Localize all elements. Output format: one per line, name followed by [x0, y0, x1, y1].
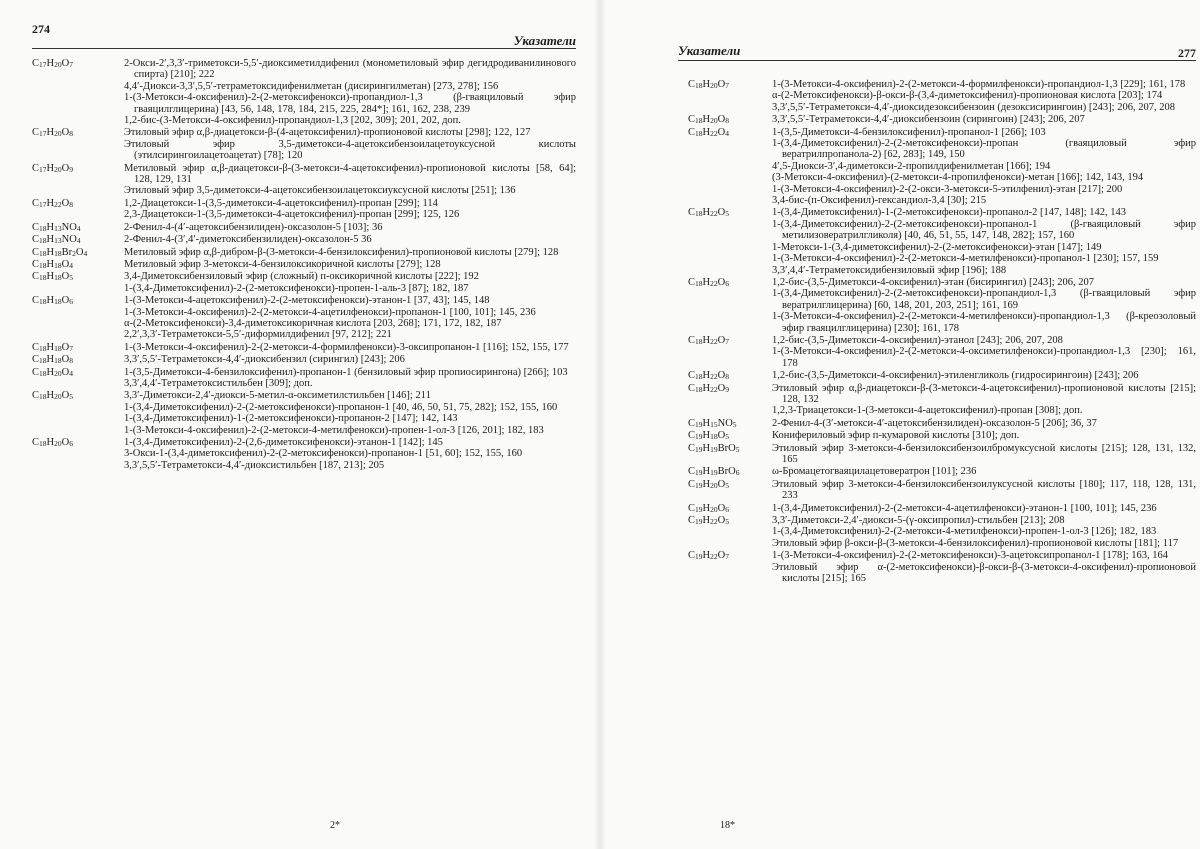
index-entry	[688, 515, 1196, 549]
molecular-formula: $C_{18}H_{22}O_6$	[688, 276, 729, 288]
compound-name: ω-Бромацетогваяцилацетовератрон [101]; 236	[772, 466, 977, 478]
compound-list	[124, 127, 576, 161]
compound-list	[772, 114, 1196, 125]
compound-list	[772, 430, 1196, 441]
compound-name: 1-(3,4-Диметоксифенил)-1-(2-метоксифенокси)-пропанон-2 [147]; 142, 143	[124, 413, 458, 425]
molecular-formula: $C_{19}H_{20}O_5$	[688, 478, 729, 490]
index-entry	[688, 443, 1196, 466]
right-page	[602, 0, 1200, 849]
index-entry	[32, 354, 576, 365]
compound-name: 1,2-Диацетокси-1-(3,5-диметокси-4-ацетоксифенил)-пропан [299]; 114	[124, 197, 438, 209]
index-entry	[688, 114, 1196, 125]
molecular-formula: $C_{18}H_{22}O_7$	[688, 334, 729, 346]
index-entry	[32, 367, 576, 390]
compound-name: 1-(3,4-Диметоксифенил)-2-(2-метоксифенокси)-пропандиол-1,3 (β-гваяциловый эфир вератрилглицерина) [60, 148, 201, 203, 251]; 161, 169	[772, 288, 1196, 311]
molecular-formula: $C_{19}H_{22}O_7$	[688, 550, 729, 562]
index-entry	[688, 479, 1196, 502]
molecular-formula: $C_{19}H_{15}NO_5$	[688, 417, 737, 429]
compound-name: 1-(3-Метокси-4-оксифенил)-2-(2-метокси-4-формилфенокси)-3-оксипропанон-1 [116]; 152, 155, 177	[124, 341, 569, 353]
compound-name: 3,3′,5,5′-Тетраметокси-4,4′-диоксибензоин (сирингоин) [243]; 206, 207	[772, 114, 1085, 126]
index-entry	[32, 58, 576, 126]
compound-list	[124, 295, 576, 341]
molecular-formula: $C_{18}H_{20}O_8$	[688, 114, 729, 126]
compound-name: 1,2,3-Триацетокси-1-(3-метокси-4-ацетоксифенил)-пропан [308]; доп.	[772, 405, 1083, 417]
compound-name: 2-Фенил-4-(3′,4′-диметоксибензилиден)-оксазолон-5 36	[124, 234, 372, 246]
compound-name: Метиловый эфир 3-метокси-4-бензилоксикоричной кислоты [279]; 128	[124, 258, 441, 270]
compound-name: α-(2-Метоксифенокси)-3,4-диметоксикоричная кислота [203, 268]; 171, 172, 182, 187	[124, 317, 502, 329]
compound-list	[124, 342, 576, 353]
compound-name: 2-Фенил-4-(3′-метокси-4′-ацетоксибензилиден)-оксазолон-5 [206]; 36, 37	[772, 417, 1097, 429]
molecular-formula: $C_{19}H_{22}O_5$	[688, 515, 729, 527]
molecular-formula: $C_{18}H_{13}NO_4$	[32, 234, 81, 246]
compound-name: 1-(3-Метокси-4-оксифенил)-2-(2-метоксифенокси)-пропандиол-1,3 (β-гваяциловый эфир гваяцилглицерина) [43, 56, 148, 178, 184, 215, 225, 284*]; 161, 162, 238, 239	[124, 92, 576, 115]
index-entries	[32, 58, 576, 472]
compound-name: 2,3-Диацетокси-1-(3,5-диметокси-4-ацетоксифенил)-пропан [299]; 125, 126	[124, 209, 460, 221]
index-entry	[32, 271, 576, 294]
molecular-formula: $C_{17}H_{20}O_8$	[32, 127, 73, 139]
index-entry	[32, 295, 576, 341]
running-head: Указатели	[513, 33, 576, 48]
compound-list	[124, 390, 576, 436]
index-entry	[688, 370, 1196, 381]
index-entry	[688, 550, 1196, 584]
header-rule	[678, 60, 1196, 61]
compound-list	[124, 234, 576, 245]
compound-name: 3,3′-Диметокси-2,4′-диокси-5-метил-α-оксиметилстильбен [146]; 211	[124, 390, 431, 402]
molecular-formula: $C_{18}H_{18}O_7$	[32, 341, 73, 353]
compound-list	[124, 271, 576, 294]
index-entry	[32, 222, 576, 233]
compound-list	[772, 127, 1196, 207]
compound-name: 3,4-бис-(п-Оксифенил)-гександиол-3,4 [30]; 215	[772, 195, 987, 207]
compound-name: 1-(3,4-Диметоксифенил)-2-(2-метоксифенокси)-пропен-1-аль-3 [87]; 182, 187	[124, 282, 469, 294]
compound-name: 1-(3,4-Диметоксифенил)-1-(2-метоксифенокси)-пропанол-2 [147, 148]; 142, 143	[772, 207, 1127, 219]
left-page	[0, 0, 598, 849]
molecular-formula: $C_{18}H_{13}NO_4$	[32, 221, 81, 233]
compound-name: 1-(3-Метокси-4-оксифенил)-2-(2-метокси-4-метилфенокси)-пропен-1-ол-3 [126, 201]; 182, 183	[124, 424, 544, 436]
compound-name: 1-(3-Метокси-4-оксифенил)-2-(2-метоксифенокси)-3-ацетоксипропанол-1 [178]; 163, 164	[772, 550, 1169, 562]
molecular-formula: $C_{18}H_{18}Br_2O_4$	[32, 246, 88, 258]
compound-list	[772, 479, 1196, 502]
compound-name: (3-Метокси-4-оксифенил)-(2-метокси-4-пропилфенокси)-метан [166]; 142, 143, 194	[772, 172, 1144, 184]
index-entry	[32, 127, 576, 161]
molecular-formula: $C_{18}H_{22}O_9$	[688, 382, 729, 394]
compound-name: Этиловый эфир α-(2-метоксифенокси)-β-окси-β-(3-метокси-4-оксифенил)-пропионовой кислоты [215]; 165	[772, 561, 1196, 585]
compound-name: 1-(3,4-Диметоксифенил)-2-(2-метоксифенокси)-пропанон-1 [40, 46, 50, 51, 75, 282]; 152, 155, 160	[124, 401, 558, 413]
compound-name: 1-Метокси-1-(3,4-диметоксифенил)-2-(2-метоксифенокси)-этан [147]; 149	[772, 241, 1102, 253]
compound-list	[772, 383, 1196, 417]
compound-name: 1,2-бис-(3,5-Диметокси-4-оксифенил)-этан (бисирингил) [243]; 206, 207	[772, 276, 1094, 288]
index-entry	[688, 383, 1196, 417]
molecular-formula: $C_{18}H_{22}O_8$	[688, 370, 729, 382]
compound-name: 1-(3-Метокси-4-оксифенил)-2-(2-метокси-4-метилфенокси)-пропанол-1 [230]; 157, 159	[772, 253, 1159, 265]
index-entries	[688, 79, 1196, 585]
compound-name: 3,4-Диметоксибензиловый эфир (сложный) п-оксикоричной кислоты [222]; 192	[124, 271, 479, 283]
index-entry	[32, 198, 576, 221]
compound-name: 3,3′,5,5′-Тетраметокси-4,4′-диоксистильбен [187, 213]; 205	[124, 459, 385, 471]
molecular-formula: $C_{19}H_{19}BrO_6$	[688, 466, 740, 478]
compound-list	[772, 370, 1196, 381]
compound-list	[772, 515, 1196, 549]
compound-name: 2,2′,3,3′-Тетраметокси-5,5′-диформилдифенил [97, 212]; 221	[124, 329, 392, 341]
index-entry	[688, 207, 1196, 275]
compound-list	[772, 443, 1196, 466]
molecular-formula: $C_{18}H_{22}O_4$	[688, 126, 729, 138]
compound-name: 1-(3,4-Диметоксифенил)-2-(2-метокси-4-метилфенокси)-пропен-1-ол-3 [126]; 182, 183	[772, 526, 1157, 538]
index-entry	[32, 342, 576, 353]
compound-name: 1-(3,4-Диметоксифенил)-2-(2-метоксифенокси)-пропан (гваяциловый эфир вератрилпропанола-2) [62, 283]; 149, 150	[772, 138, 1196, 161]
compound-name: 3,3′,5,5′-Тетраметокси-4,4′-диоксидезоксибензоин (дезоксисирингоин) [243]; 206, 207, 208	[772, 101, 1175, 113]
compound-list	[124, 354, 576, 365]
molecular-formula: $C_{19}H_{19}BrO_5$	[688, 442, 740, 454]
compound-name: 3,3′,4,4′-Тетраметоксидибензиловый эфир [196]; 188	[772, 264, 1007, 276]
compound-name: Этиловый эфир 3,5-диметокси-4-ацетоксибензоилацетоуксусной кислоты (этилсирингоилацетоацетат) [78]; 120	[124, 138, 576, 162]
index-entry	[688, 79, 1196, 113]
molecular-formula: $C_{17}H_{20}O_9$	[32, 162, 73, 174]
molecular-formula: $C_{18}H_{20}O_5$	[32, 390, 73, 402]
index-entry	[688, 418, 1196, 429]
molecular-formula: $C_{17}H_{22}O_8$	[32, 197, 73, 209]
compound-list	[772, 277, 1196, 334]
molecular-formula: $C_{18}H_{20}O_6$	[32, 437, 73, 448]
compound-name: Этиловый эфир β-окси-β-(3-метокси-4-бензилоксифенил)-пропионовой кислоты [181]; 117	[772, 537, 1179, 549]
compound-name: 3-Окси-1-(3,4-диметоксифенил)-2-(2-метоксифенокси)-пропанон-1 [51, 60]; 152, 155, 160	[124, 448, 523, 460]
compound-name: 1,2-бис-(3,5-Диметокси-4-оксифенил)-этанол [243]; 206, 207, 208	[772, 334, 1063, 346]
compound-list	[124, 222, 576, 233]
index-entry	[688, 466, 1196, 477]
index-entry	[32, 234, 576, 245]
compound-name: 2-Окси-2′,3,3′-триметокси-5,5′-диоксиметилдифенил (монометиловый эфир дегидродиванилинового спирта) [210]; 222	[124, 58, 576, 81]
index-entry	[688, 503, 1196, 514]
compound-name: 1-(3-Метокси-4-оксифенил)-2-(2-метокси-4-метилфенокси)-пропандиол-1,3 (β-креозоловый эфир гваяцилглицерина) [230]; 161, 178	[772, 311, 1196, 334]
compound-name: 1-(3,4-Диметоксифенил)-2-(2,6-диметоксифенокси)-этанон-1 [142]; 145	[124, 437, 443, 448]
compound-name: Этиловый эфир 3,5-диметокси-4-ацетоксибензоилацетоксиуксусной кислоты [251]; 136	[124, 185, 516, 197]
compound-name: Этиловый эфир α,β-диацетокси-β-(3-метокси-4-ацетоксифенил)-пропионовой кислоты [215]; 128, 132	[772, 382, 1196, 405]
compound-name: 1-(3,5-Диметокси-4-бензилоксифенил)-пропанол-1 [266]; 103	[772, 126, 1046, 138]
compound-name: 4′,5-Диокси-3′,4-диметокси-2-пропилдифенилметан [166]; 194	[772, 160, 1051, 172]
compound-name: 4,4′-Диокси-3,3′,5,5′-тетраметоксидифенилметан (дисирингилметан) [273, 278]; 156	[124, 80, 499, 92]
molecular-formula: $C_{19}H_{18}O_5$	[688, 430, 729, 442]
compound-name: 1-(3-Метокси-4-оксифенил)-2-(2-метокси-4-оксиметилфенокси)-пропандиол-1,3 [230]; 161, 178	[772, 346, 1196, 369]
compound-name: 1-(3-Метокси-4-оксифенил)-2-(2-метокси-4-формилфенокси)-пропандиол-1,3 [229]; 161, 178	[772, 79, 1186, 90]
compound-list	[124, 437, 576, 471]
index-entry	[32, 437, 576, 471]
molecular-formula: $C_{18}H_{20}O_4$	[32, 366, 73, 378]
molecular-formula: $C_{18}H_{22}O_5$	[688, 207, 729, 219]
compound-name: 1-(3-Метокси-4-оксифенил)-2-(2-метокси-4-ацетилфенокси)-пропанон-1 [100, 101]; 145, 236	[124, 306, 536, 318]
index-entry	[688, 335, 1196, 369]
page-number: 277	[1178, 46, 1196, 60]
compound-list	[772, 418, 1196, 429]
compound-list	[772, 79, 1196, 113]
compound-name: 1-(3,4-Диметоксифенил)-2-(2-метокси-4-ацетилфенокси)-этанон-1 [100, 101]; 145, 236	[772, 502, 1157, 514]
molecular-formula: $C_{18}H_{18}O_5$	[32, 271, 73, 283]
compound-name: Метиловый эфир α,β-диацетокси-β-(3-метокси-4-ацетоксифенил)-пропионовой кислоты [58, 64]; 128, 129, 131	[124, 162, 576, 186]
compound-name: 1-(3,5-Диметокси-4-бензилоксифенил)-пропанон-1 (бензиловый эфир пропиосирингона) [266]; 103	[124, 366, 568, 378]
compound-name: 1,2-бис-(3,5-Диметокси-4-оксифенил)-этиленгликоль (гидросирингоин) [243]; 206	[772, 370, 1139, 382]
molecular-formula: $C_{19}H_{20}O_6$	[688, 502, 729, 514]
molecular-formula: $C_{18}H_{18}O_6$	[32, 295, 73, 307]
compound-name: 1-(3-Метокси-4-оксифенил)-2-(2-окси-3-метокси-5-этилфенил)-этан [217]; 200	[772, 183, 1123, 195]
index-entry	[688, 430, 1196, 441]
running-head: Указатели	[678, 43, 741, 58]
signature-mark: 18*	[720, 820, 735, 831]
compound-name: 1,2-бис-(3-Метокси-4-оксифенил)-пропандиол-1,3 [202, 309]; 201, 202, доп.	[124, 115, 461, 127]
compound-list	[772, 466, 1196, 477]
compound-list	[124, 163, 576, 197]
compound-name: Этиловый эфир α,β-диацетокси-β-(4-ацетоксифенил)-пропионовой кислоты [298]; 122, 127	[124, 127, 531, 139]
index-entry	[32, 163, 576, 197]
compound-list	[772, 335, 1196, 369]
index-entry	[32, 247, 576, 258]
compound-list	[124, 198, 576, 221]
compound-list	[124, 259, 576, 270]
compound-name: 3,3′-Диметокси-2,4′-диокси-5-(γ-оксипропил)-стильбен [213]; 208	[772, 515, 1065, 527]
compound-name: 3,3′,4,4′-Тетраметоксистильбен [309]; доп.	[124, 377, 313, 389]
compound-name: Этиловый эфир 3-метокси-4-бензилоксибензоилуксусной кислоты [180]; 117, 118, 128, 131, 233	[772, 478, 1196, 502]
molecular-formula: $C_{17}H_{20}O_7$	[32, 58, 73, 69]
index-entry	[688, 277, 1196, 334]
compound-list	[124, 247, 576, 258]
page-number: 274	[32, 22, 50, 36]
molecular-formula: $C_{18}H_{20}O_7$	[688, 79, 729, 90]
compound-name: Этиловый эфир 3-метокси-4-бензилоксибензоилбромуксусной кислоты [215]; 128, 131, 132, 165	[772, 442, 1196, 465]
compound-list	[124, 58, 576, 126]
compound-list	[772, 207, 1196, 275]
compound-name: Конифериловый эфир п-кумаровой кислоты [310]; доп.	[772, 430, 1020, 442]
compound-list	[124, 367, 576, 390]
compound-name: α-(2-Метоксифенокси)-β-окси-β-(3,4-диметоксифенил)-пропионовая кислота [203]; 174	[772, 90, 1163, 102]
compound-list	[772, 550, 1196, 584]
header-rule	[32, 48, 576, 49]
molecular-formula: $C_{18}H_{18}O_4$	[32, 258, 73, 270]
compound-name: 1-(3-Метокси-4-ацетоксифенил)-2-(2-метоксифенокси)-этанон-1 [37, 43]; 145, 148	[124, 295, 490, 307]
molecular-formula: $C_{18}H_{18}O_8$	[32, 354, 73, 366]
index-entry	[688, 127, 1196, 207]
signature-mark: 2*	[330, 820, 340, 831]
compound-name: 2-Фенил-4-(4′-ацетоксибензилиден)-оксазолон-5 [103]; 36	[124, 221, 383, 233]
compound-name: 3,3′,5,5′-Тетраметокси-4,4′-диоксибензил (сирингил) [243]; 206	[124, 354, 405, 366]
compound-name: Метиловый эфир α,β-дибром-β-(3-метокси-4-бензилоксифенил)-пропионовой кислоты [279]; 128	[124, 246, 559, 258]
compound-name: 1-(3,4-Диметоксифенил)-2-(2-метоксифенокси)-пропанол-1 (β-гваяциловый эфир метилизовератрилгликоля) [40, 46, 51, 55, 147, 148, 282]; 157, 160	[772, 218, 1196, 242]
index-entry	[32, 259, 576, 270]
compound-list	[772, 503, 1196, 514]
index-entry	[32, 390, 576, 436]
